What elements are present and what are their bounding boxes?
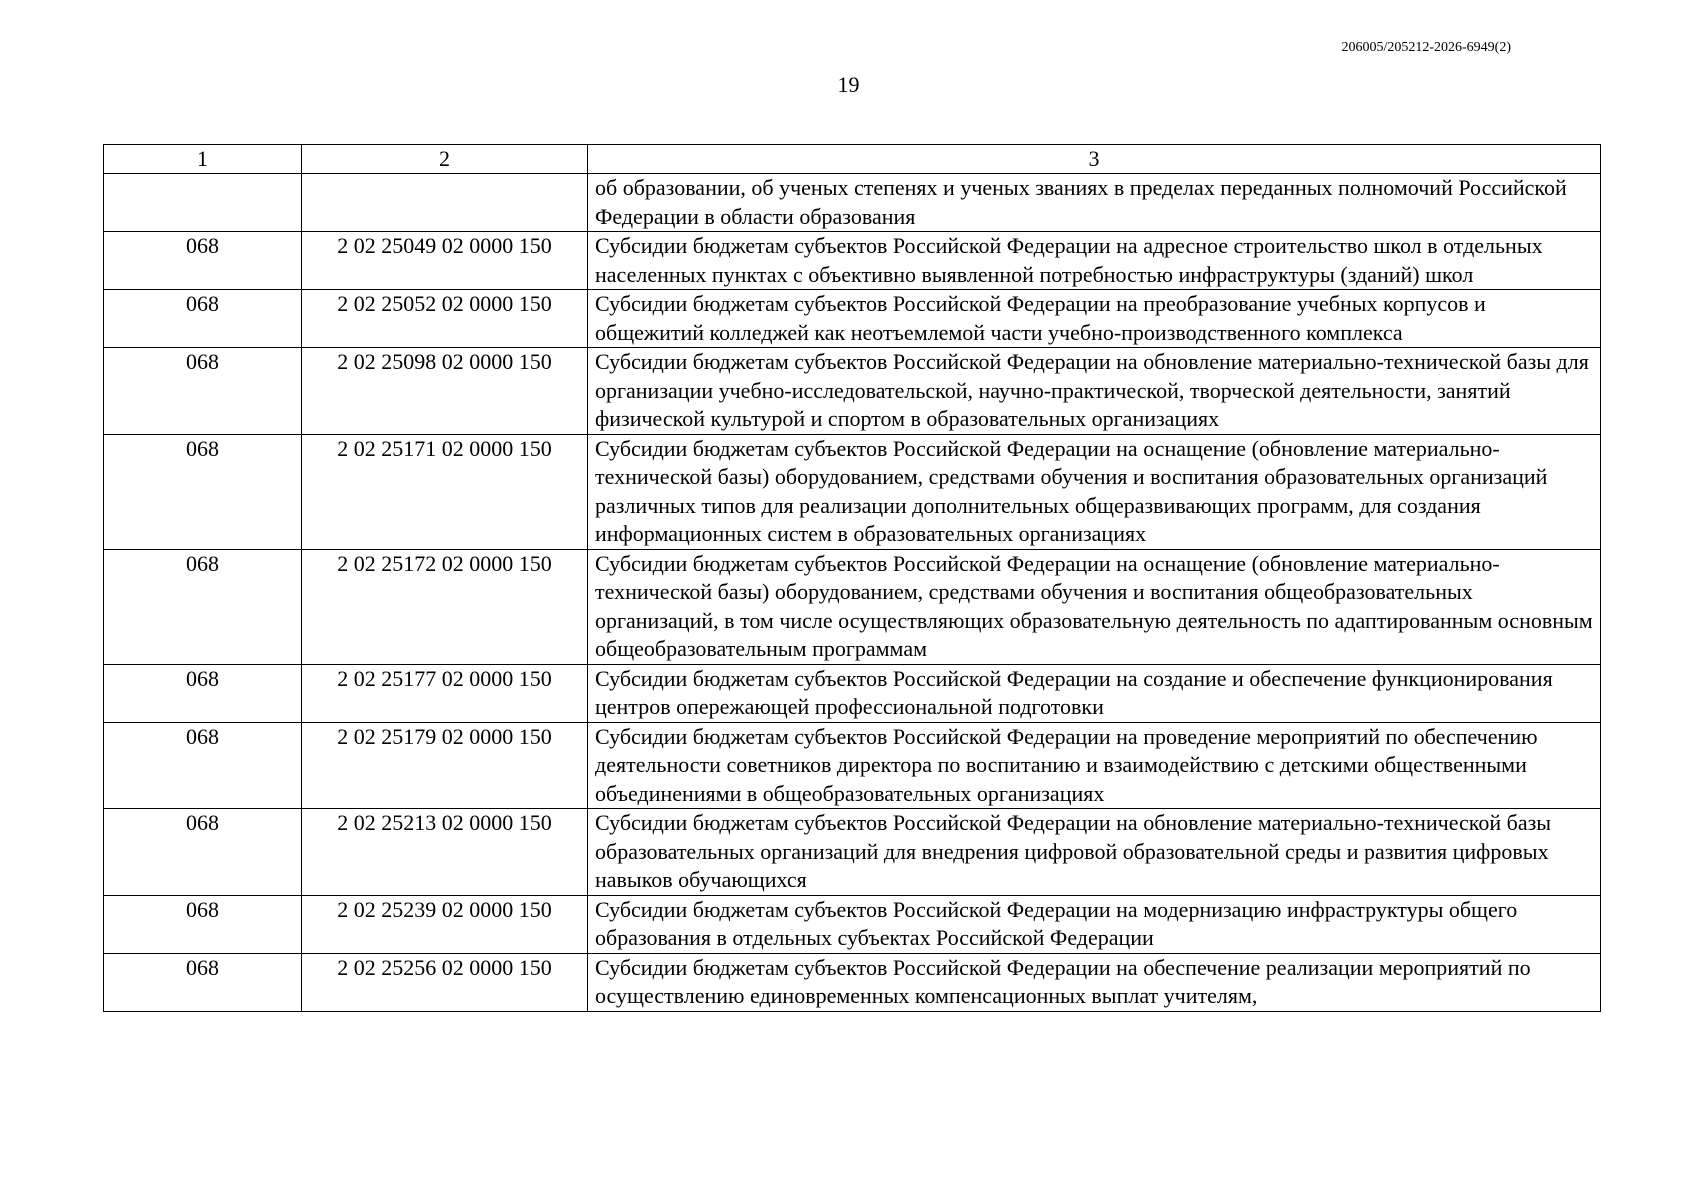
admin-code-cell: 068 <box>104 348 302 435</box>
description-cell: Субсидии бюджетам субъектов Российской Федерации на обновление материально-технической базы образовательных организаций для внедрения цифровой образовательной среды и развития цифровых навыков обучающихся <box>588 809 1601 896</box>
description-cell: Субсидии бюджетам субъектов Российской Федерации на оснащение (обновление материально-технической базы) оборудованием, средствами обучения и воспитания образовательных организаций различных типов для реализации дополнительных общеразвивающих программ, для создания информационных систем в образовательных организациях <box>588 434 1601 549</box>
table-row <box>104 290 1601 348</box>
description-cell: Субсидии бюджетам субъектов Российской Федерации на проведение мероприятий по обеспечению деятельности советников директора по воспитанию и взаимодействию с детскими общественными объединениями в общеобразовательных организациях <box>588 722 1601 809</box>
admin-code-cell: 068 <box>104 722 302 809</box>
admin-code-cell <box>104 174 302 232</box>
description-cell: Субсидии бюджетам субъектов Российской Федерации на создание и обеспечение функционирования центров опережающей профессиональной подготовки <box>588 664 1601 722</box>
column-header-1: 1 <box>104 145 302 174</box>
income-code-cell: 2 02 25172 02 0000 150 <box>302 549 588 664</box>
admin-code-cell: 068 <box>104 434 302 549</box>
table-row <box>104 953 1601 1011</box>
table-row <box>104 809 1601 896</box>
income-code-cell <box>302 174 588 232</box>
document-code: 206005/205212-2026-6949(2) <box>1341 40 1511 55</box>
description-cell: Субсидии бюджетам субъектов Российской Федерации на адресное строительство школ в отдельных населенных пунктах с объективно выявленной потребностью инфраструктуры (зданий) школ <box>588 232 1601 290</box>
description-cell: Субсидии бюджетам субъектов Российской Федерации на обновление материально-технической базы для организации учебно-исследовательской, научно-практической, творческой деятельности, занятий физической культурой и спортом в образовательных организациях <box>588 348 1601 435</box>
table-row <box>104 895 1601 953</box>
admin-code-cell: 068 <box>104 549 302 664</box>
table-row <box>104 232 1601 290</box>
admin-code-cell: 068 <box>104 232 302 290</box>
page-number: 19 <box>837 72 860 97</box>
column-header-3: 3 <box>588 145 1601 174</box>
table-row <box>104 174 1601 232</box>
description-cell: Субсидии бюджетам субъектов Российской Федерации на обеспечение реализации мероприятий по осуществлению единовременных компенсационных выплат учителям, <box>588 953 1601 1011</box>
admin-code-cell: 068 <box>104 664 302 722</box>
table-row <box>104 348 1601 435</box>
description-cell: об образовании, об ученых степенях и ученых званиях в пределах переданных полномочий Российской Федерации в области образования <box>588 174 1601 232</box>
column-header-2: 2 <box>302 145 588 174</box>
description-cell: Субсидии бюджетам субъектов Российской Федерации на модернизацию инфраструктуры общего образования в отдельных субъектах Российской Федерации <box>588 895 1601 953</box>
table-row <box>104 664 1601 722</box>
admin-code-cell: 068 <box>104 809 302 896</box>
table-row <box>104 722 1601 809</box>
table-header-row <box>104 145 1601 174</box>
admin-code-cell: 068 <box>104 895 302 953</box>
table-row <box>104 549 1601 664</box>
budget-code-table <box>103 144 1601 1012</box>
income-code-cell: 2 02 25052 02 0000 150 <box>302 290 588 348</box>
income-code-cell: 2 02 25213 02 0000 150 <box>302 809 588 896</box>
description-cell: Субсидии бюджетам субъектов Российской Федерации на преобразование учебных корпусов и общежитий колледжей как неотъемлемой части учебно-производственного комплекса <box>588 290 1601 348</box>
description-cell: Субсидии бюджетам субъектов Российской Федерации на оснащение (обновление материально-технической базы) оборудованием, средствами обучения и воспитания общеобразовательных организаций, в том числе осуществляющих образовательную деятельность по адаптированным основным общеобразовательным программам <box>588 549 1601 664</box>
income-code-cell: 2 02 25177 02 0000 150 <box>302 664 588 722</box>
admin-code-cell: 068 <box>104 953 302 1011</box>
admin-code-cell: 068 <box>104 290 302 348</box>
income-code-cell: 2 02 25098 02 0000 150 <box>302 348 588 435</box>
income-code-cell: 2 02 25179 02 0000 150 <box>302 722 588 809</box>
table-row <box>104 434 1601 549</box>
income-code-cell: 2 02 25171 02 0000 150 <box>302 434 588 549</box>
income-code-cell: 2 02 25239 02 0000 150 <box>302 895 588 953</box>
income-code-cell: 2 02 25256 02 0000 150 <box>302 953 588 1011</box>
income-code-cell: 2 02 25049 02 0000 150 <box>302 232 588 290</box>
